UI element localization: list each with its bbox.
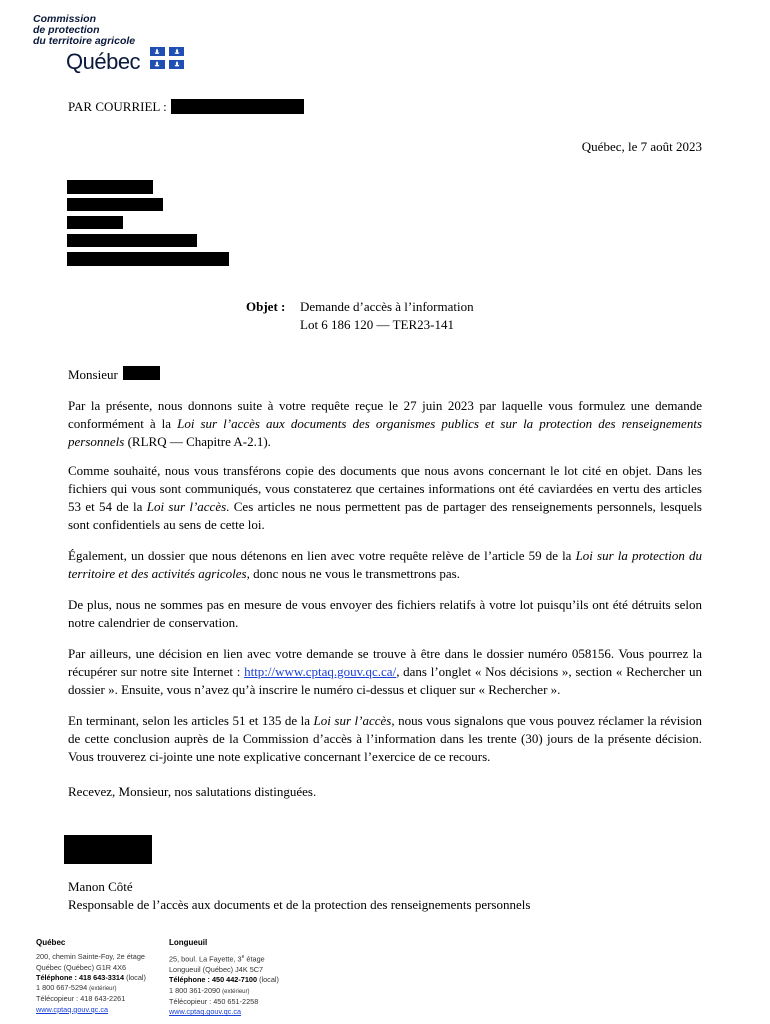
redacted-email [171, 99, 304, 114]
footer-longueuil-office: Longueuil 25, boul. La Fayette, 3e étage Longueuil (Québec) J4K 5C7 Téléphone : 450 442-7100 (local) 1 800 361-2090 (extérieur) Télécopieur : 450 651-2258 www.cptaq.gouv.qc.ca [169, 938, 279, 1017]
paragraph-request: Par la présente, nous donnons suite à votre requête reçue le 27 juin 2023 par laquelle vous formulez une demande conformément à la Loi sur l’accès aux documents des organismes publics et sur la protection des renseignements personnels (RLRQ — Chapitre A-2.1). [68, 398, 702, 449]
redacted-recipient-line [67, 252, 229, 266]
fleurdelise-flag-icon [150, 47, 184, 69]
redacted-signature [64, 835, 152, 864]
subject-line-1: Demande d’accès à l’information [300, 299, 474, 314]
quebec-wordmark: Québec [66, 49, 141, 74]
paragraph-destroyed-files: De plus, nous ne sommes pas en mesure de vous envoyer des fichiers relatifs à votre lot puisqu’ils ont été détruits selon notre calendrier de conservation. [68, 597, 702, 630]
footer-office-title: Québec [36, 938, 66, 947]
signatory-name: Manon Côté [68, 879, 133, 894]
letter-date: Québec, le 7 août 2023 [581, 139, 702, 154]
subject-label: Objet : [246, 299, 286, 314]
courriel-label: PAR COURRIEL : [68, 99, 167, 114]
paragraph-article-59: Également, un dossier que nous détenons en lien avec votre requête relève de l’article 59 de la Loi sur la protection du territoire et des activités agricoles, donc nous ne vous le transmettrons pas. [68, 548, 702, 581]
footer-website-link[interactable]: www.cptaq.gouv.qc.ca [36, 1004, 109, 1014]
redacted-recipient-line [67, 198, 163, 211]
cptaq-website-link[interactable]: http://www.cptaq.gouv.qc.ca/ [244, 664, 397, 679]
paragraph-documents: Comme souhaité, nous vous transférons copie des documents que nous avons concernant le lot cité en objet. Dans les fichiers qui vous sont communiqués, vous constaterez que certaines informations ont été caviardées en vertu des articles 53 et 54 de la Loi sur l’accès. Ces articles ne nous permettent pas de partager des renseignements personnels, lesquels sont confidentiels au sens de cette loi. [68, 463, 702, 532]
subject-line-2: Lot 6 186 120 — TER23-141 [300, 317, 454, 332]
footer-website-link[interactable]: www.cptaq.gouv.qc.ca [169, 1007, 242, 1017]
salutation: Monsieur [68, 367, 118, 382]
paragraph-decision: Par ailleurs, une décision en lien avec votre demande se trouve à être dans le dossier numéro 058156. Vous pourrez la récupérer sur notre site Internet : http://www.cptaq.gouv.qc.ca/, dans l’onglet « Nos décisions », section « Rechercher un dossier ». Ensuite, vous n’avez qu’à inscrire le numéro ci-dessus et cliquer sur « Rechercher ». [68, 646, 702, 697]
redacted-recipient-line [67, 180, 153, 194]
redacted-recipient-line [67, 234, 197, 247]
footer-office-title: Longueuil [169, 938, 208, 947]
organization-name: Commission de protection du territoire agricole [33, 13, 136, 47]
redacted-recipient-line [67, 216, 123, 229]
closing-line: Recevez, Monsieur, nos salutations distinguées. [68, 784, 317, 799]
footer-quebec-office: Québec 200, chemin Sainte-Foy, 2e étage Québec (Québec) G1R 4X6 Téléphone : 418 643-3314 (local) 1 800 667-5294 (extérieur) Télécopieur : 418 643-2261 www.cptaq.gouv.qc.ca [36, 938, 146, 1014]
redacted-name [123, 366, 160, 380]
signatory-title: Responsable de l’accès aux documents et de la protection des renseignements personnels [68, 897, 531, 912]
paragraph-review-rights: En terminant, selon les articles 51 et 135 de la Loi sur l’accès, nous vous signalons que vous pouvez réclamer la révision de cette conclusion auprès de la Commission d’accès à l’information dans les trente (30) jours de la présente décision. Vous trouverez ci-jointe une note explicative concernant l’exercice de ce recours. [68, 713, 702, 764]
